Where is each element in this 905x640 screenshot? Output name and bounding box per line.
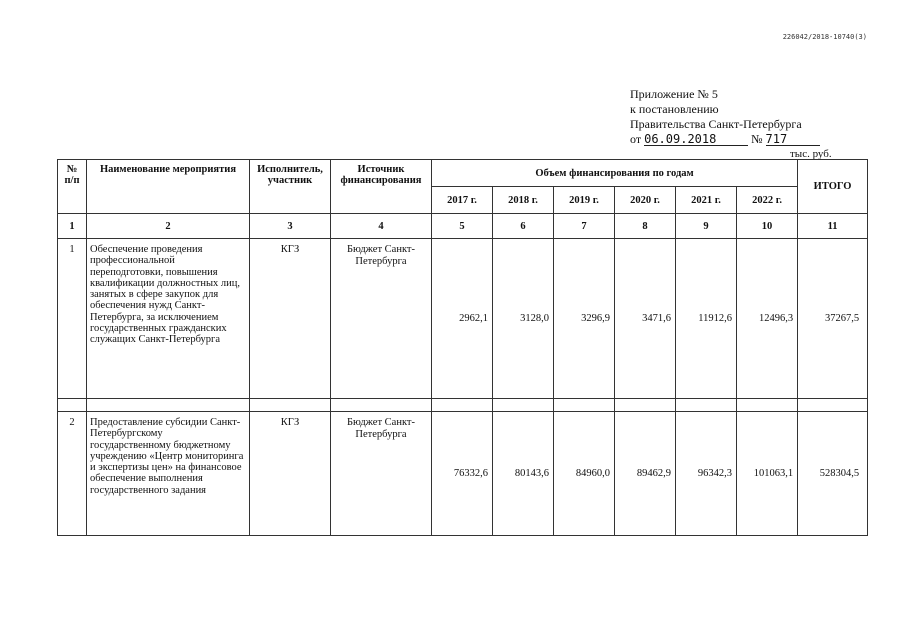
activity-name: Предоставление субсидии Санкт-Петербургскому государственному бюджетному учреждению «Центр мониторинга и экспертизы цен» на финансовое обеспечение выполнения государственного задания xyxy=(87,412,250,536)
appendix-resolution-label: к постановлению xyxy=(630,102,719,116)
appendix-block xyxy=(630,87,820,147)
year-value: 80143,6 xyxy=(493,412,554,536)
year-value: 3296,9 xyxy=(554,239,615,399)
year-value: 3128,0 xyxy=(493,239,554,399)
number-prefix: № xyxy=(751,132,763,146)
header-year: 2022 г. xyxy=(737,187,798,214)
spacer-cell xyxy=(432,399,493,412)
header-year: 2019 г. xyxy=(554,187,615,214)
year-value: 12496,3 xyxy=(737,239,798,399)
header-executor: Исполнитель, участник xyxy=(250,160,331,214)
date-prefix: от xyxy=(630,132,642,146)
spacer-cell xyxy=(554,399,615,412)
year-value: 76332,6 xyxy=(432,412,493,536)
header-year: 2017 г. xyxy=(432,187,493,214)
column-number: 8 xyxy=(615,214,676,239)
header-source: Источник финансирования xyxy=(331,160,432,214)
column-number: 9 xyxy=(676,214,737,239)
column-number: 6 xyxy=(493,214,554,239)
column-number-row xyxy=(58,214,868,239)
header-year: 2018 г. xyxy=(493,187,554,214)
table-row xyxy=(58,412,868,536)
row-number: 2 xyxy=(58,412,87,536)
column-number: 11 xyxy=(798,214,868,239)
header-year: 2020 г. xyxy=(615,187,676,214)
year-value: 96342,3 xyxy=(676,412,737,536)
spacer-cell xyxy=(331,399,432,412)
table-row xyxy=(58,239,868,399)
appendix-date-line xyxy=(630,132,820,147)
executor: КГЗ xyxy=(250,412,331,536)
year-value: 101063,1 xyxy=(737,412,798,536)
column-number: 10 xyxy=(737,214,798,239)
resolution-number: 717 xyxy=(766,133,820,146)
financing-table xyxy=(57,159,868,536)
year-value: 89462,9 xyxy=(615,412,676,536)
year-value: 84960,0 xyxy=(554,412,615,536)
header-num: № п/п xyxy=(58,160,87,214)
year-value: 3471,6 xyxy=(615,239,676,399)
spacer-cell xyxy=(737,399,798,412)
appendix-government-label: Правительства Санкт-Петербурга xyxy=(630,117,802,131)
document-id: 226042/2018-10740(3) xyxy=(782,33,867,41)
funding-source: Бюджет Санкт-Петербурга xyxy=(331,412,432,536)
spacer-cell xyxy=(493,399,554,412)
units-label: тыс. руб. xyxy=(790,148,832,160)
header-name: Наименование мероприятия xyxy=(87,160,250,214)
column-number: 4 xyxy=(331,214,432,239)
spacer-cell xyxy=(676,399,737,412)
header-year: 2021 г. xyxy=(676,187,737,214)
row-total: 37267,5 xyxy=(798,239,868,399)
appendix-title: Приложение № 5 xyxy=(630,87,718,101)
row-spacer xyxy=(58,399,868,412)
spacer-cell xyxy=(87,399,250,412)
column-number: 5 xyxy=(432,214,493,239)
column-number: 7 xyxy=(554,214,615,239)
spacer-cell xyxy=(615,399,676,412)
header-volume: Объем финансирования по годам xyxy=(432,160,798,187)
column-number: 3 xyxy=(250,214,331,239)
row-number: 1 xyxy=(58,239,87,399)
column-number: 2 xyxy=(87,214,250,239)
spacer-cell xyxy=(250,399,331,412)
activity-name: Обеспечение проведения профессиональной переподготовки, повышения квалификации должностных лиц, занятых в сфере закупок для обеспечения нужд Санкт-Петербурга, за исключением государственных гражданских служащих Санкт-Петербурга xyxy=(87,239,250,399)
column-number: 1 xyxy=(58,214,87,239)
row-total: 528304,5 xyxy=(798,412,868,536)
year-value: 2962,1 xyxy=(432,239,493,399)
resolution-date: 06.09.2018 xyxy=(644,133,748,146)
spacer-cell xyxy=(58,399,87,412)
spacer-cell xyxy=(798,399,868,412)
header-total: ИТОГО xyxy=(798,160,868,214)
executor: КГЗ xyxy=(250,239,331,399)
year-value: 11912,6 xyxy=(676,239,737,399)
funding-source: Бюджет Санкт-Петербурга xyxy=(331,239,432,399)
